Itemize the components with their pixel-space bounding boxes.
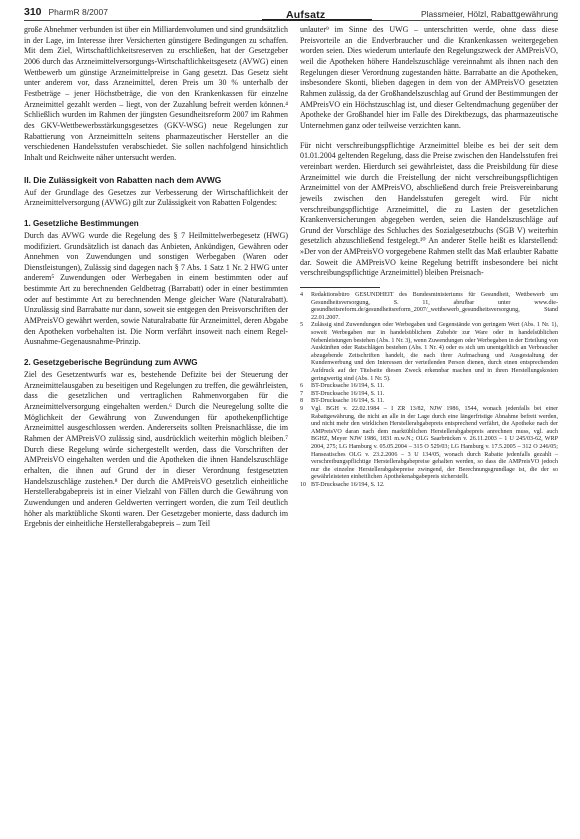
footnote	[300, 383, 558, 391]
footnote-divider	[300, 287, 380, 288]
footnote-number: 10	[300, 481, 307, 488]
subsection-heading: 1. Gesetzliche Bestimmungen	[24, 218, 139, 228]
paragraph: unlauter⁹ im Sinne des UWG – unterschritten werde, ohne dass diese Preisvorteile an die Endverbraucher und die Krankenkassen weitergegeben worden seien. Dies wiederum unterlaufe den Regelungszweck der AMPreisVO, weil die Apotheken höhere Handelszuschläge vereinnahmt als ihnen nach den Regelungen dieser Verordnung zugestanden hätte. Barrabatte an die Apotheken, insbesondere Skonti, blieben dagegen in dem von der AMPreisVO gesetzten Rahmen zulässig, da der Großhandelszuschlag auf Grund der Bestimmungen der AMPreisVO ein Höchstzuschlag ist, und dieser Geltendmachung gegenüber der Apotheke der Großhandel hier im Falle des Direktbezugs, das pharmazeutische Unternehmen ganz oder teilweise verzichten kann.	[300, 25, 558, 130]
footnote-text: BT-Drucksache 16/194, S. 11.	[311, 383, 385, 390]
footnote	[300, 322, 558, 383]
paragraph: Durch das AVWG wurde die Regelung des § 7 Heilmittelwerbegesetz (HWG) modifiziert. Grundsätzlich ist danach das Anbieten, Ankündigen, Gewähren oder Annehmen von Zuwendungen und sonstigen Werbegaben (Waren oder Dienstleistungen), Zulässig sind dagegen nach § 7 Abs. 1 Satz 1 Nr. 2 HWG unter anderem⁵ Zuwendungen oder Werbegaben in einem bestimmten oder auf bestimmte Art zu berechnenden Geldbetrag (Barrabatt) oder in einer bestimmten oder auf bestimmte Art zu berechnenden Menge gleicher Ware (Naturalrabatt). Unzulässig sind Barrabatte nur dann, soweit sie entgegen den Preisvorschriften der AMPreisVO gewährt werden, sowie Naturalrabatte für Arzneimittel, deren Abgabe den Apotheken vorbehalten ist. Die Norm verfährt insoweit nach einem Regel-Ausnahme-Gegenausnahme-Prinzip.	[24, 230, 288, 347]
paragraph: Für nicht verschreibungspflichtige Arzneimittel bleibe es bei der seit dem 01.01.2004 geltenden Regelung, dass die Preise zwischen den Handelsstufen frei vereinbart werden. Hierdurch sei gewährleistet, dass die Preisbildung für diese Arzneimittel wie durch die Freistellung der nicht verschreibungspflichtigen Arzneimittel von der AMPreisVO, abschließend durch freie Preisvereinbarung jeweils zwischen den Handelsstufen geregelt wird. Für nicht verschreibungspflichtige Arzneimittel, die zu Lasten der gesetzlichen Krankenversicherungen abgegeben werden, seien die Handelszuschläge auf Grund der Vorschläge des Schluches des Sozialgesetzbuchs (SGB V) weiterhin gesetzlich abzuschließend festgelegt.¹⁰ An anderer Stelle heißt es klarstellend: »Der von der AMPreisVO vorgegebene Rahmen stellt das Maß erlaubter Rabatte dar. Soweit die AMPreisVO keine Regelung betrifft insbesondere bei nicht verschreibungspflichtige Arzneimittel) bleiben Preisnach-	[300, 140, 558, 278]
section-underline	[262, 19, 372, 21]
footnote-number: 4	[300, 292, 304, 299]
footnote	[300, 398, 558, 406]
footnotes	[300, 292, 558, 489]
footnote-text: Zulässig sind Zuwendungen oder Werbegaben und Gegenstände von geringem Wert (Abs. 1 Nr. 1), soweit Werbegaben nur in handelsüblichem Zubehör zur Ware oder in handelsüblichen Nebenleistungen bestehen (Abs. 1 Nr. 3), wenn Zuwendungen oder Werbegaben in der Erteilung von Auskünften oder Ratschlägen bestehen (Abs. 1 Nr. 4) oder es sich um unentgeltlich an Verbraucher abzugebende Zeitschriften handelt, die nach ihrer Aufmachung und Ausgestaltung der Kundenwerbung und den Interessen der verteilenden Person dienen, durch einen entsprechenden Aufdruck auf der Titelseite diesen Zweck erkennbar machen und in ihren Herstellungskosten geringwertig sind (Abs. 1 Nr. 5).	[311, 322, 558, 382]
running-authors: Plassmeier, Hölzl, Rabattgewährung	[420, 9, 558, 19]
page-header	[24, 2, 558, 22]
right-column	[300, 25, 558, 490]
footnote-text: BT-Drucksache 16/194, S. 12.	[311, 481, 385, 488]
footnote-number: 6	[300, 383, 304, 390]
section-heading: II. Die Zulässigkeit von Rabatten nach dem AVWG	[24, 174, 222, 185]
footnote-text: Vgl. BGH v. 22.02.1984 – I ZR 13/82, NJW 1986, 1544, wonach jedenfalls bei einer Rabattgewährung, die nicht an alle in der Lage durch eine längerfristige Abnahme befreit werden, und nicht mehr den wirklichen Herstellerabgabepreis entsprechend verfährt, die Apotheke nach der AMPreisVO daran nach dem marktüblichen Herstellerabgabepreis anrechnen muss, vgl. auch BGHZ, Meyer NJW 1986, 1831 m.w.N.; OLG Saarbrücken v. 26.11.2003 – 1 U 245/03-62, WRP 2004, 275; LG Hamburg v. 05.05.2004 – 315 O 529/03; LG Hamburg v. 17.5.2005 – 312 O 246/05; Hanseatisches OLG v. 23.2.2006 – 3 U 134/05, wonach durch Rabatte jedenfalls gezahlt – verschreibungspflichtige Herstellerabgabepreise gehalten werden, so dass die AMPreisVO jedoch nur die einzelne Herstellerabgabepreise zwingend, der Berechnungsgrundlage ist, die der so gewährleisteten einheitlichen Apothekenabgabepreis sicherstellt.	[311, 406, 558, 481]
footnote-text: BT-Drucksache 16/194, S. 11.	[311, 398, 385, 405]
footnote-number: 5	[300, 322, 304, 329]
footnote-number: 7	[300, 390, 304, 397]
footnote	[300, 391, 558, 399]
footnote-text: Redaktionsbüro GESUNDHEIT des Bundesministeriums für Gesundheit, Wettbewerb um Gesundheitsversorgung, S. 11, abrufbar unter www.die-gesundheitsreform.de/gesundheitsreform_2007/_wettbewerb_gesundheitsversorgung, Stand 22.01.2007.	[311, 292, 558, 321]
paragraph: große Abnehmer verbunden ist über ein Milliardenvolumen und sind grundsätzlich in der Lage, im Interesse ihrer Versicherten günstigere Bedingungen zu schaffen. Mit dem Ziel, Wirtschaftlichkeitsreserven zu erschließen, hat der Gesetzgeber 2006 durch das Arzneimittelversorgungs-Wirtschaftlichkeitsgesetz (AVWG) einen Wettbewerb um günstige Arzneimittelpreise in Gang gesetzt. Das Gesetz sieht unter anderem vor, dass Arzneimittel, deren Preis um 30 % unterhalb der Festbeträge – jener Höchstbeträge, die von den Krankenkassen für einzelne Arzneimittel gezahlt werden – liegt, von der Zuzahlung befreit werden können.⁴ Schließlich wurden im Rahmen der jüngsten Gesundheitsreform 2007 im Rahmen des GKV-Wettbewerbsstärkungsgesetzes (GKV-WSG) neue Regelungen zur Rabattierung von Arzneimitteln seitens pharmazeutischer Hersteller an die verschiedenen Handelsstufen verabschiedet. Sie sollen nachfolgend hinsichtlich Inhalt und Reichweite näher untersucht werden.	[24, 25, 288, 162]
footnote-text: BT-Drucksache 16/194, S. 11.	[311, 390, 385, 397]
left-column	[24, 25, 288, 530]
paragraph: Auf der Grundlage des Gesetzes zur Verbesserung der Wirtschaftlichkeit der Arzneimittelversorgung (AVWG) gilt zur Zulässigkeit von Rabatten Folgendes:	[24, 187, 288, 208]
footnote	[300, 292, 558, 322]
subsection-heading: 2. Gesetzgeberische Begründung zum AVWG	[24, 358, 198, 368]
footnote-number: 9	[300, 406, 304, 412]
footnote-number: 8	[300, 398, 304, 405]
journal-issue: PharmR 8/2007	[48, 7, 108, 17]
page-number: 310	[24, 6, 42, 18]
footnote	[300, 406, 558, 482]
header-left	[24, 6, 108, 18]
section-title: Aufsatz	[286, 9, 326, 21]
paragraph: Ziel des Gesetzentwurfs war es, bestehende Defizite bei der Steuerung der Arzneimittelausgaben zu beseitigen und Regelungen zu treffen, die gewährleisten, dass die gesetzlichen und vertraglichen Rahmenvorgaben für die Arzneimittelversorgung eingehalten werden.⁶ Durch die Neuregelung sollte die Möglichkeit der Gewährung von Zuwendungen für apothekenpflichtige Arzneimittel ausgeschlossen werden. Andererseits sollten Preisnachlässe, die im Rahmen der AMPreisVO zulässig sind, ausdrücklich weiterhin möglich bleiben.⁷ Durch diese Regelung würde sichergestellt werden, dass die Vorschriften der AMPreisVO eingehalten werden und die Apotheken die ihnen Handelszuschläge erhalten, die ihnen auf Grund der in dieser Verordnung festgesetzten Handelszuschläge zustehen.⁸ Der durch die AMPreisVO gesetzlich einheitliche Herstellerabgabepreis ist in einer Vielzahl von Fällen durch die Gewährung von Zuwendungen und anderen Geldwerten verringert worden, die zum Teil deutlich höher als marktübliche Skonti waren. Der Gesetzgeber monierte, dass dadurch im Ergebnis der einheitliche Herstellerabgabepreis – zum Teil	[24, 370, 288, 529]
footnote	[300, 482, 558, 490]
